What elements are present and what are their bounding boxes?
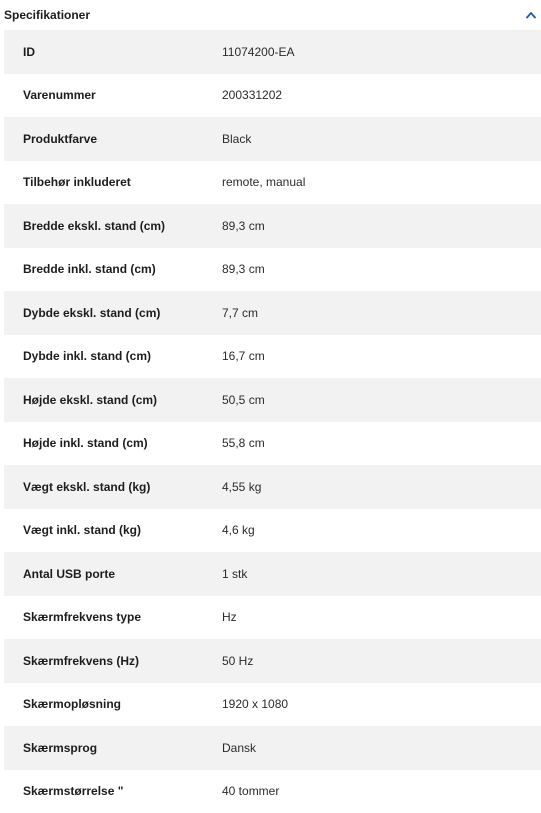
spec-row	[4, 74, 541, 118]
spec-label: Bredde inkl. stand (cm)	[4, 262, 222, 276]
spec-value: 55,8 cm	[222, 436, 541, 450]
spec-value: 1920 x 1080	[222, 697, 541, 711]
spec-value: 11074200-EA	[222, 45, 541, 59]
spec-label: Antal USB porte	[4, 567, 222, 581]
spec-value: 7,7 cm	[222, 306, 541, 320]
spec-row	[4, 683, 541, 727]
spec-row	[4, 770, 541, 813]
spec-label: Højde ekskl. stand (cm)	[4, 393, 222, 407]
spec-row	[4, 335, 541, 379]
spec-label: Skærmsprog	[4, 741, 222, 755]
spec-label: Tilbehør inkluderet	[4, 175, 222, 189]
specifications-table	[4, 30, 541, 813]
spec-label: ID	[4, 45, 222, 59]
spec-value: 200331202	[222, 88, 541, 102]
spec-value: 50,5 cm	[222, 393, 541, 407]
spec-label: Produktfarve	[4, 132, 222, 146]
spec-value: remote, manual	[222, 175, 541, 189]
spec-row	[4, 204, 541, 248]
spec-value: Hz	[222, 610, 541, 624]
spec-row	[4, 117, 541, 161]
specifications-title: Specifikationer	[4, 8, 90, 22]
spec-value: 4,55 kg	[222, 480, 541, 494]
spec-value: 16,7 cm	[222, 349, 541, 363]
specifications-header[interactable]	[0, 0, 541, 30]
spec-label: Skærmfrekvens (Hz)	[4, 654, 222, 668]
spec-row	[4, 726, 541, 770]
spec-value: 89,3 cm	[222, 262, 541, 276]
spec-value: 89,3 cm	[222, 219, 541, 233]
spec-row	[4, 422, 541, 466]
spec-row	[4, 248, 541, 292]
spec-label: Bredde ekskl. stand (cm)	[4, 219, 222, 233]
spec-row	[4, 552, 541, 596]
spec-label: Dybde ekskl. stand (cm)	[4, 306, 222, 320]
spec-row	[4, 30, 541, 74]
spec-row	[4, 378, 541, 422]
spec-label: Højde inkl. stand (cm)	[4, 436, 222, 450]
spec-label: Skærmstørrelse "	[4, 784, 222, 798]
spec-label: Dybde inkl. stand (cm)	[4, 349, 222, 363]
spec-value: 50 Hz	[222, 654, 541, 668]
chevron-up-icon[interactable]	[525, 9, 537, 21]
spec-row	[4, 596, 541, 640]
spec-row	[4, 465, 541, 509]
spec-label: Vægt inkl. stand (kg)	[4, 523, 222, 537]
spec-row	[4, 509, 541, 553]
spec-value: Black	[222, 132, 541, 146]
spec-value: Dansk	[222, 741, 541, 755]
spec-label: Varenummer	[4, 88, 222, 102]
spec-row	[4, 291, 541, 335]
spec-value: 40 tommer	[222, 784, 541, 798]
spec-label: Vægt ekskl. stand (kg)	[4, 480, 222, 494]
spec-value: 4,6 kg	[222, 523, 541, 537]
spec-value: 1 stk	[222, 567, 541, 581]
spec-row	[4, 161, 541, 205]
spec-row	[4, 639, 541, 683]
spec-label: Skærmfrekvens type	[4, 610, 222, 624]
spec-label: Skærmopløsning	[4, 697, 222, 711]
